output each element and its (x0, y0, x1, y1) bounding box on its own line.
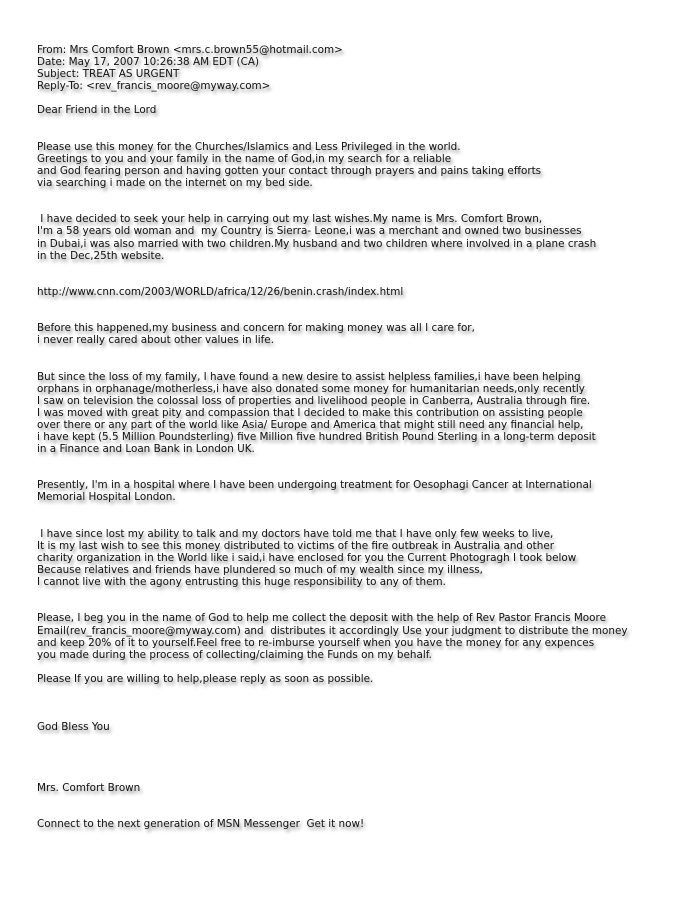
reply-to-line: Reply-To: <rev_francis_moore@myway.com> (37, 80, 271, 93)
text-line: Presently, I'm in a hospital where I have been undergoing treatment for Oesophagi Cancer at International (37, 479, 592, 492)
text-line: and God fearing person and having gotten your contact through prayers and pains taking efforts (37, 164, 542, 177)
date-line: Date: May 17, 2007 10:26:38 AM EDT (CA) (37, 56, 260, 69)
subject-line: Subject: TREAT AS URGENT (37, 68, 180, 81)
text-line: charity organization in the World like i said,i have enclosed for you the Current Photogragh I took below (37, 551, 577, 564)
text-line: in a Finance and Loan Bank in London UK. (37, 443, 255, 456)
paragraph-last-wish (37, 528, 667, 588)
text-line: Greetings to you and your family in the name of God,in my search for a reliable (37, 152, 452, 165)
cnn-link[interactable]: http://www.cnn.com/2003/WORLD/africa/12/26/benin.crash/index.html (37, 285, 404, 298)
paragraph-link (37, 286, 667, 298)
text-line: Before this happened,my business and concern for making money was all I care for, (37, 322, 475, 335)
text-line: via searching i made on the internet on my bed side. (37, 177, 313, 190)
salutation: Dear Friend in the Lord (37, 104, 157, 117)
paragraph-intro (37, 141, 667, 189)
text-line: Email(rev_francis_moore@myway.com) and distributes it accordingly Use your judgment to distribute the money (37, 624, 628, 637)
text-line: But since the loss of my family, I have found a new desire to assist helpless families,i have been helping (37, 370, 581, 383)
paragraph-before (37, 322, 667, 346)
text-line: Because relatives and friends have plundered so much of my wealth since my illness, (37, 564, 483, 577)
text-line: Please If you are willing to help,please reply as soon as possible. (37, 672, 374, 685)
text-line: I have since lost my ability to talk and my doctors have told me that I have only few weeks to live, (37, 527, 554, 540)
closing: God Bless You (37, 721, 110, 734)
text-line: i never really cared about other values in life. (37, 334, 274, 347)
signature: Mrs. Comfort Brown (37, 781, 141, 794)
text-line: It is my last wish to see this money distributed to victims of the fire outbreak in Australia and other (37, 539, 554, 552)
msn-footer-link[interactable]: Connect to the next generation of MSN Messenger Get it now! (37, 818, 365, 830)
paragraph-wishes (37, 213, 667, 261)
text-line: I have decided to seek your help in carrying out my last wishes.My name is Mrs. Comfort Brown, (37, 213, 543, 226)
text-line: in the Dec,25th website. (37, 249, 165, 262)
text-line: Memorial Hospital London. (37, 491, 176, 504)
text-line: you made during the process of collecting/claiming the Funds on my behalf. (37, 648, 432, 661)
text-line: over there or any part of the world like Asia/ Europe and America that might still need any financial help, (37, 418, 584, 431)
text-line: I was moved with great pity and compassion that I decided to make this contribution on assisting people (37, 406, 583, 419)
text-line: Please use this money for the Churches/Islamics and Less Privileged in the world. (37, 140, 461, 153)
text-line: I'm a 58 years old woman and my Country is Sierra- Leone,i was a merchant and owned two businesses (37, 225, 582, 238)
email-body (37, 44, 667, 830)
paragraph-request (37, 612, 667, 660)
text-line: in Dubai,i was also married with two children.My husband and two children where involved in a plane crash (37, 237, 597, 250)
text-line: I saw on television the colossal loss of properties and livelihood people in Canberra, Australia through fire. (37, 394, 591, 407)
from-line: From: Mrs Comfort Brown <mrs.c.brown55@hotmail.com> (37, 44, 343, 56)
text-line: and keep 20% of it to yourself.Feel free to re-imburse yourself when you have the money for any expences (37, 636, 595, 649)
paragraph-reply (37, 673, 667, 685)
text-line: i have kept (5.5 Million Poundsterling) five Million five hundred British Pound Sterling in a long-term deposit (37, 431, 596, 443)
text-line: I cannot live with the agony entrusting this huge responsibility to any of them. (37, 576, 446, 589)
text-line: Please, I beg you in the name of God to help me collect the deposit with the help of Rev Pastor Francis Moore (37, 612, 606, 625)
paragraph-hospital (37, 479, 667, 503)
email-header (37, 44, 667, 92)
paragraph-since-loss (37, 371, 667, 456)
text-line: orphans in orphanage/motherless,i have also donated some money for humanitarian needs,only recently (37, 382, 585, 395)
